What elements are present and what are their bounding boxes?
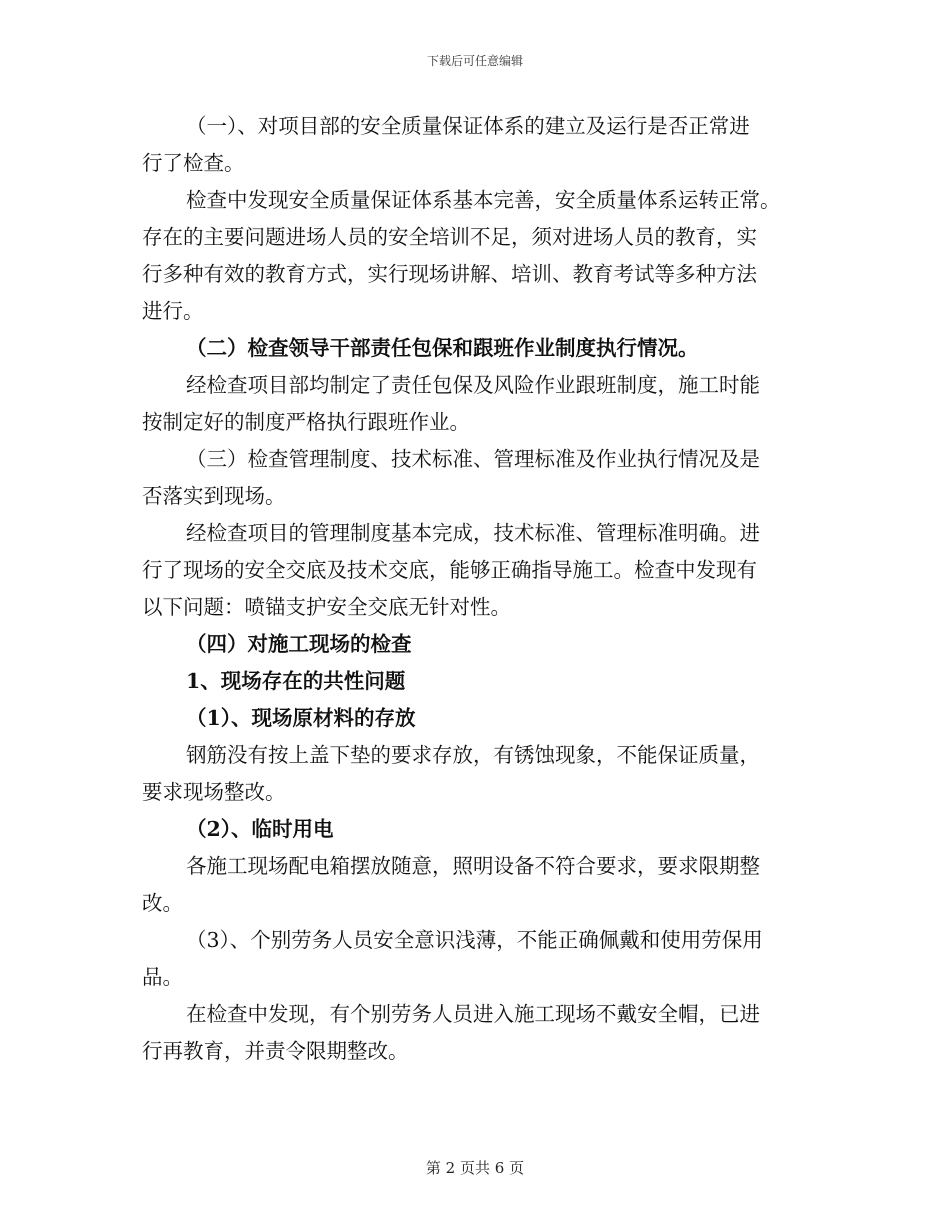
text-line: 各施工现场配电箱摆放随意，照明设备不符合要求，要求限期整 bbox=[186, 854, 760, 878]
text-line: 行了检查。 bbox=[142, 151, 245, 175]
text-line: 在检查中发现，有个别劳务人员进入施工现场不戴安全帽，已进 bbox=[186, 1002, 760, 1026]
text-line: 存在的主要问题进场人员的安全培训不足，须对进场人员的教育，实 bbox=[142, 225, 757, 249]
text-line: 行了现场的安全交底及技术交底，能够正确指导施工。检查中发现有 bbox=[142, 558, 757, 582]
text-line: 钢筋没有按上盖下垫的要求存放，有锈蚀现象，不能保证质量， bbox=[186, 743, 760, 767]
text-line: 经检查项目部均制定了责任包保及风险作业跟班制度，施工时能 bbox=[186, 373, 760, 397]
text-line: 经检查项目的管理制度基本完成，技术标准、管理标准明确。进 bbox=[186, 521, 760, 545]
text-line: 检查中发现安全质量保证体系基本完善，安全质量体系运转正常。 bbox=[186, 188, 781, 212]
text-line: 以下问题：喷锚支护安全交底无针对性。 bbox=[142, 595, 511, 619]
item-heading: （1）、现场原材料的存放 bbox=[186, 706, 416, 730]
text-line: （一）、对项目部的安全质量保证体系的建立及运行是否正常进 bbox=[186, 114, 750, 138]
section-heading: （四）对施工现场的检查 bbox=[186, 632, 412, 656]
text-line: 否落实到现场。 bbox=[142, 484, 286, 508]
page-header: 下载后可任意编辑 bbox=[426, 54, 523, 68]
text-line: （三）检查管理制度、技术标准、管理标准及作业执行情况及是 bbox=[186, 447, 760, 471]
section-heading: （二）检查领导干部责任包保和跟班作业制度执行情况。 bbox=[186, 336, 699, 360]
text-line: （3）、个别劳务人员安全意识浅薄，不能正确佩戴和使用劳保用 bbox=[186, 928, 763, 952]
text-line: 要求现场整改。 bbox=[142, 780, 286, 804]
document-body bbox=[142, 108, 812, 1070]
text-line: 进行。 bbox=[142, 299, 204, 323]
text-line: 改。 bbox=[142, 891, 183, 915]
item-heading: （2）、临时用电 bbox=[186, 817, 334, 841]
text-line: 品。 bbox=[142, 965, 183, 989]
subsection-heading: 1、现场存在的共性问题 bbox=[186, 669, 406, 693]
text-line: 按制定好的制度严格执行跟班作业。 bbox=[142, 410, 470, 434]
text-line: 行多种有效的教育方式，实行现场讲解、培训、教育考试等多种方法 bbox=[142, 262, 757, 286]
page-footer: 第 2 页共 6 页 bbox=[425, 1159, 525, 1177]
text-line: 行再教育，并责令限期整改。 bbox=[142, 1039, 409, 1063]
